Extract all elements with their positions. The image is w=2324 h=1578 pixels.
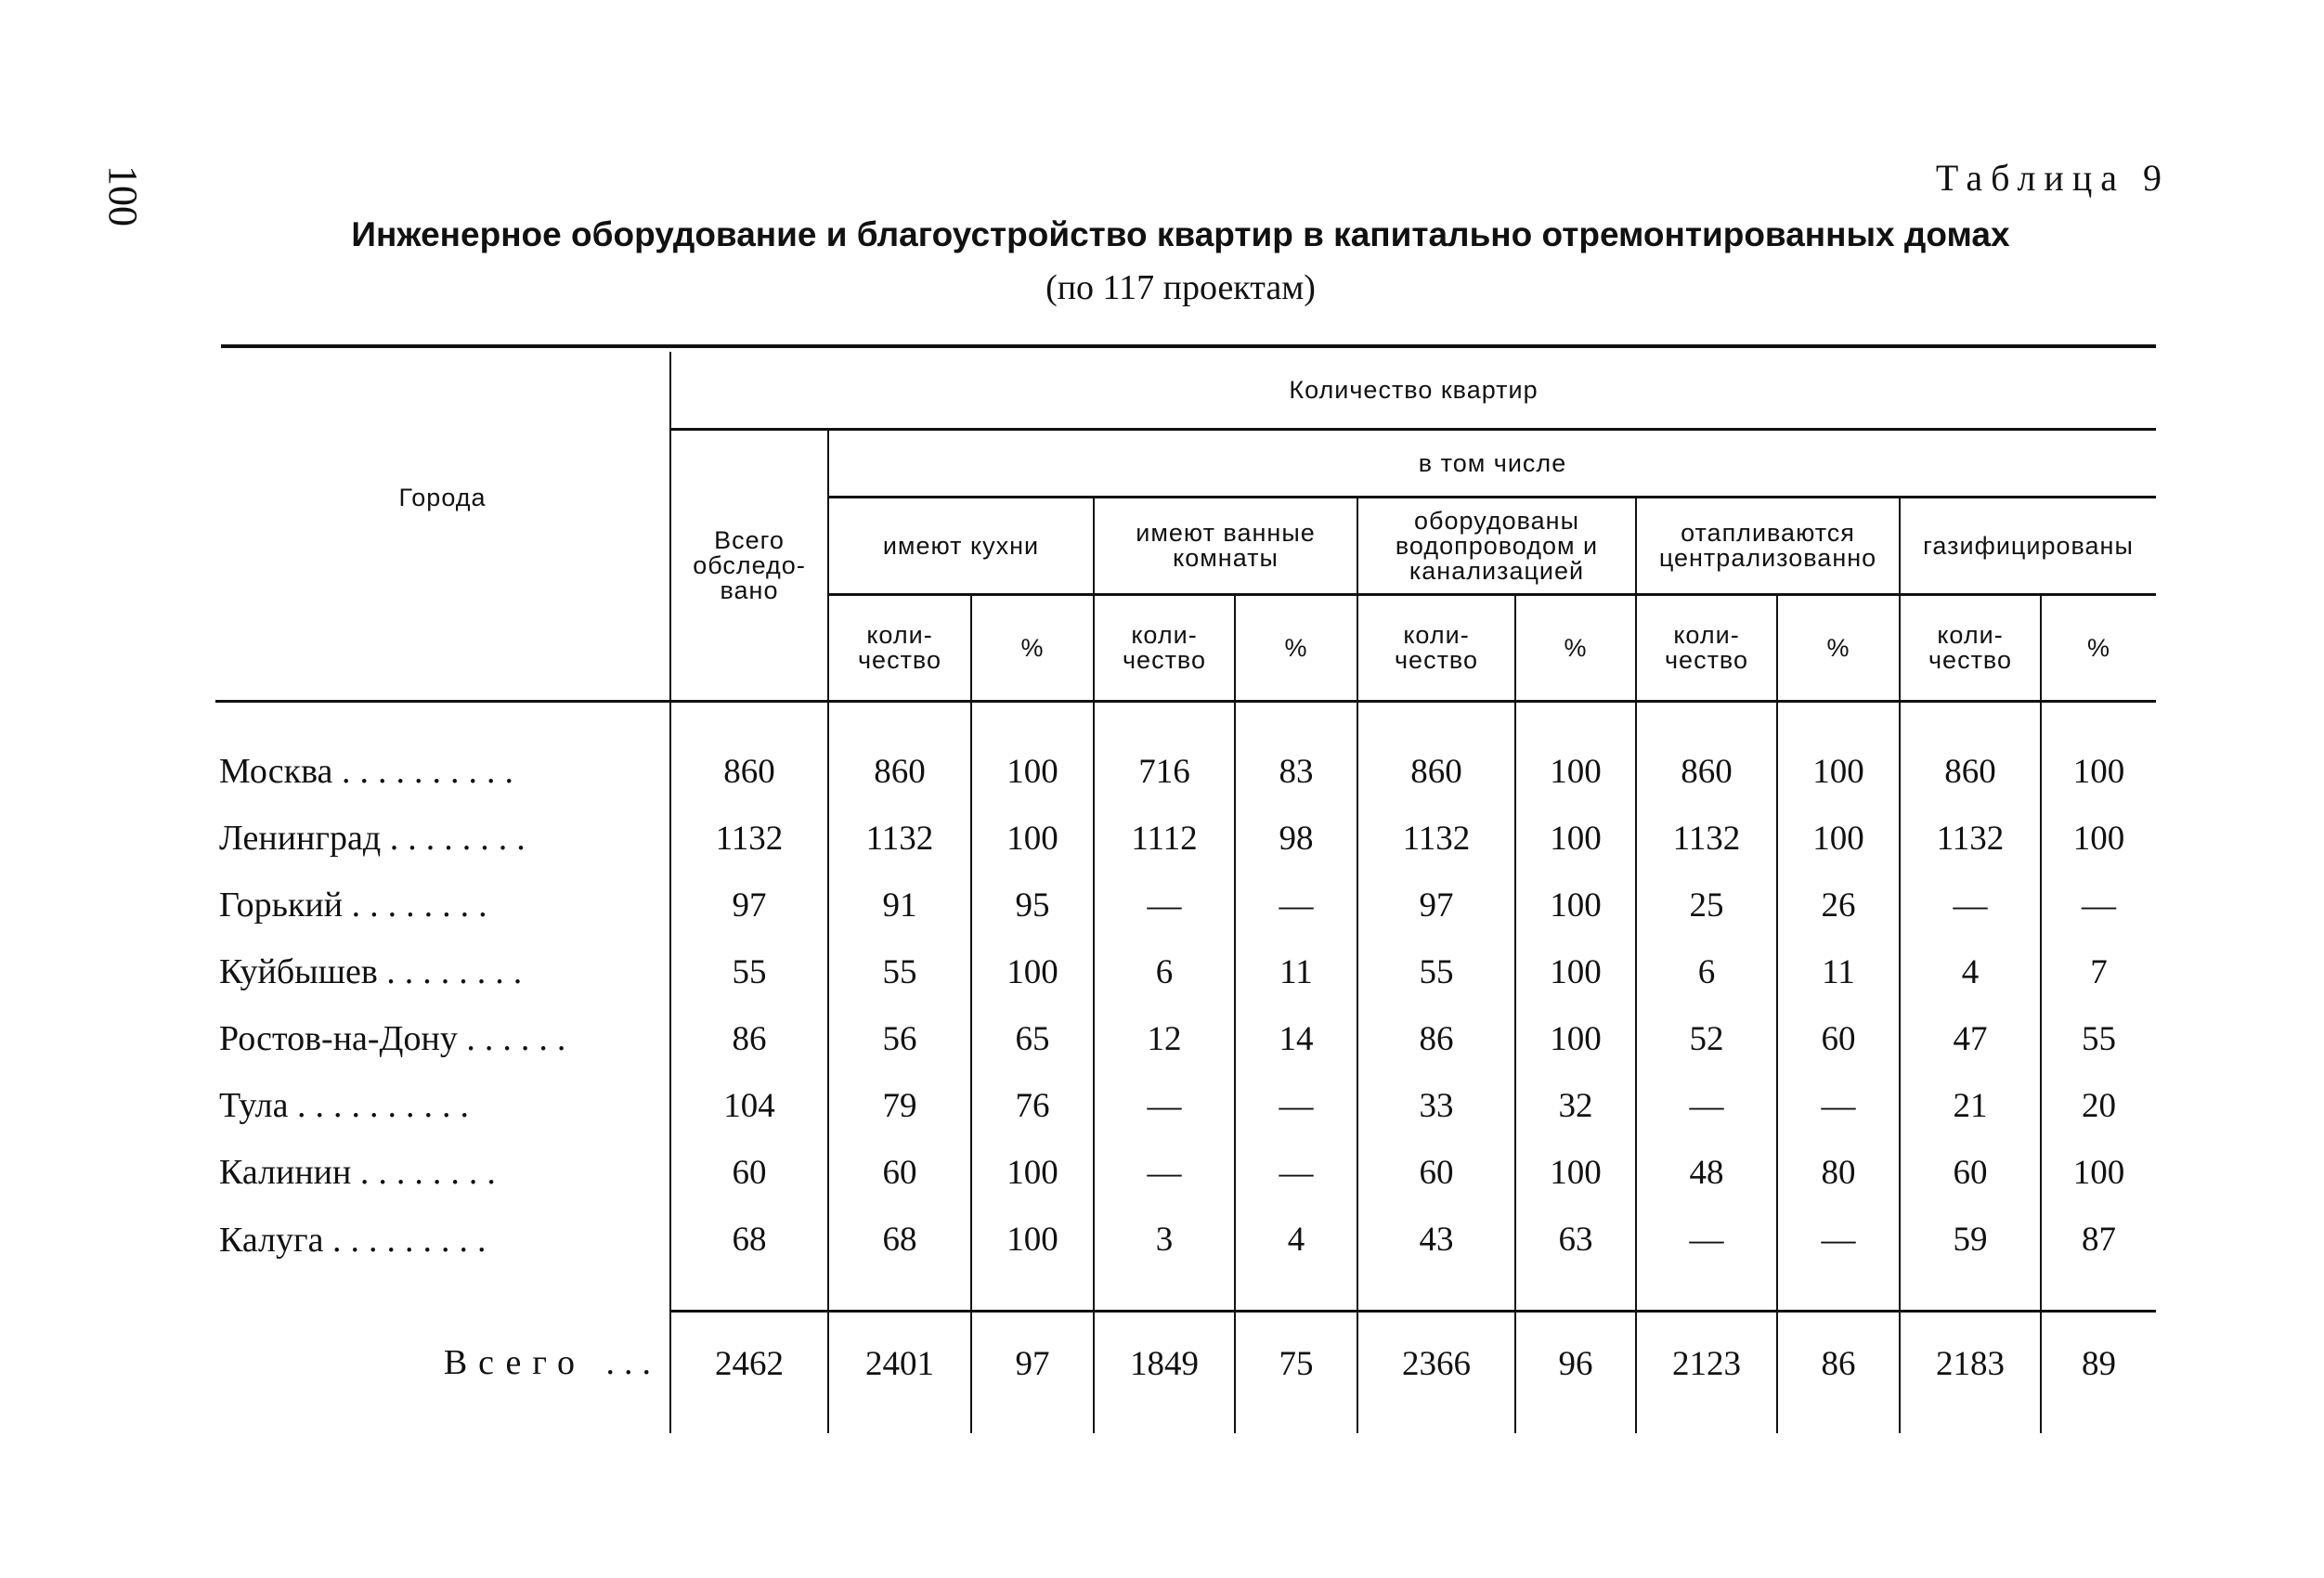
row-city xyxy=(215,938,670,1005)
table-row xyxy=(215,805,2156,872)
cell-count: 860 xyxy=(1636,702,1777,806)
header-including: в том числе xyxy=(828,430,2156,498)
table-number: Таблица 9 xyxy=(1935,157,2170,199)
cell-percent: 32 xyxy=(1515,1072,1636,1139)
cell-total: 60 xyxy=(670,1139,828,1206)
row-city xyxy=(215,1312,670,1434)
cell-percent: 100 xyxy=(1515,702,1636,806)
cell-count: 1112 xyxy=(1094,805,1235,872)
city-name: Калуга xyxy=(219,1220,324,1260)
cell-percent: 14 xyxy=(1235,1005,1357,1072)
cell-percent: 63 xyxy=(1515,1206,1636,1312)
cell-count: 2401 xyxy=(828,1312,971,1434)
cell-percent: 20 xyxy=(2041,1072,2156,1139)
cell-percent: 11 xyxy=(1235,938,1357,1005)
city-name: Горький xyxy=(219,886,344,925)
cell-percent: 86 xyxy=(1777,1312,1900,1434)
cell-count: 97 xyxy=(1357,872,1515,938)
table-row xyxy=(215,702,2156,806)
cell-total: 104 xyxy=(670,1072,828,1139)
header-group-gas: газифицированы xyxy=(1900,498,2156,595)
cell-count: 6 xyxy=(1636,938,1777,1005)
cell-count: — xyxy=(1094,1072,1235,1139)
header-percent: % xyxy=(971,595,1094,702)
cell-percent: 80 xyxy=(1777,1139,1900,1206)
cell-count: 4 xyxy=(1900,938,2041,1005)
cell-percent: 100 xyxy=(1777,702,1900,806)
header-city: Города xyxy=(215,352,670,702)
leader-dots: .......... xyxy=(341,752,523,791)
city-name: Москва xyxy=(219,752,333,791)
cell-count: — xyxy=(1094,1139,1235,1206)
header-count: коли-чество xyxy=(1900,595,2041,702)
table-row xyxy=(215,1005,2156,1072)
cell-count: 1132 xyxy=(1636,805,1777,872)
cell-count: 2123 xyxy=(1636,1312,1777,1434)
cell-count: — xyxy=(1900,872,2041,938)
table-row xyxy=(215,1139,2156,1206)
city-name: Куйбышев xyxy=(219,952,378,991)
table-row xyxy=(215,1206,2156,1312)
cell-percent: — xyxy=(1235,1072,1357,1139)
cell-count: — xyxy=(1636,1206,1777,1312)
leader-dots: ......... xyxy=(331,1220,496,1260)
page-number: 100 xyxy=(100,165,146,226)
cell-percent: 76 xyxy=(971,1072,1094,1139)
cell-percent: 100 xyxy=(1777,805,1900,872)
leader-dots: ........ xyxy=(359,1153,505,1192)
header-group-plumbing: оборудованы водопроводом и канализацией xyxy=(1357,498,1636,595)
cell-percent: 100 xyxy=(2041,702,2156,806)
cell-total: 97 xyxy=(670,872,828,938)
cell-percent: 100 xyxy=(971,938,1094,1005)
cell-percent: 97 xyxy=(971,1312,1094,1434)
table-row xyxy=(215,1312,2156,1434)
cell-count: — xyxy=(1094,872,1235,938)
cell-percent: 100 xyxy=(1515,1139,1636,1206)
cell-count: 55 xyxy=(1357,938,1515,1005)
cell-count: 21 xyxy=(1900,1072,2041,1139)
data-table xyxy=(215,352,2156,1433)
cell-count: 2183 xyxy=(1900,1312,2041,1434)
cell-count: 12 xyxy=(1094,1005,1235,1072)
header-percent: % xyxy=(1515,595,1636,702)
cell-count: 91 xyxy=(828,872,971,938)
table-row xyxy=(215,1072,2156,1139)
cell-total: 1132 xyxy=(670,805,828,872)
cell-total: 2462 xyxy=(670,1312,828,1434)
row-city xyxy=(215,805,670,872)
cell-count: 1132 xyxy=(1357,805,1515,872)
cell-percent: 100 xyxy=(971,805,1094,872)
cell-percent: 89 xyxy=(2041,1312,2156,1434)
cell-count: 60 xyxy=(1900,1139,2041,1206)
cell-percent: — xyxy=(1235,872,1357,938)
cell-count: 1132 xyxy=(828,805,971,872)
cell-percent: 100 xyxy=(1515,1005,1636,1072)
cell-percent: 83 xyxy=(1235,702,1357,806)
cell-percent: 65 xyxy=(971,1005,1094,1072)
cell-percent: 7 xyxy=(2041,938,2156,1005)
cell-percent: 100 xyxy=(1515,872,1636,938)
cell-total: 86 xyxy=(670,1005,828,1072)
cell-count: 48 xyxy=(1636,1139,1777,1206)
cell-count: 2366 xyxy=(1357,1312,1515,1434)
cell-percent: — xyxy=(1777,1072,1900,1139)
leader-dots: ........ xyxy=(389,819,535,858)
header-total-surveyed: Всего обследо-вано xyxy=(670,430,828,702)
row-city xyxy=(215,702,670,806)
cell-count: 60 xyxy=(1357,1139,1515,1206)
cell-percent: 4 xyxy=(1235,1206,1357,1312)
cell-count: 1132 xyxy=(1900,805,2041,872)
table-row xyxy=(215,938,2156,1005)
cell-percent: 95 xyxy=(971,872,1094,938)
cell-count: 860 xyxy=(1900,702,2041,806)
cell-count: 6 xyxy=(1094,938,1235,1005)
cell-total: 860 xyxy=(670,702,828,806)
leader-dots: ...... xyxy=(466,1019,576,1058)
cell-count: 716 xyxy=(1094,702,1235,806)
header-percent: % xyxy=(2041,595,2156,702)
cell-percent: 100 xyxy=(1515,938,1636,1005)
header-percent: % xyxy=(1777,595,1900,702)
cell-percent: 100 xyxy=(971,702,1094,806)
cell-percent: 100 xyxy=(971,1206,1094,1312)
cell-percent: 96 xyxy=(1515,1312,1636,1434)
leader-dots: ........ xyxy=(386,952,532,991)
cell-percent: 98 xyxy=(1235,805,1357,872)
cell-percent: — xyxy=(1235,1139,1357,1206)
cell-percent: 75 xyxy=(1235,1312,1357,1434)
cell-count: 47 xyxy=(1900,1005,2041,1072)
city-name: Всего xyxy=(443,1343,586,1383)
leader-dots: ........ xyxy=(351,886,497,925)
cell-percent: 87 xyxy=(2041,1206,2156,1312)
header-group-bathroom: имеют ванные комнаты xyxy=(1094,498,1357,595)
row-city xyxy=(215,1206,670,1312)
header-count: коли-чество xyxy=(1636,595,1777,702)
header-count: коли-чество xyxy=(1094,595,1235,702)
cell-percent: 100 xyxy=(2041,1139,2156,1206)
top-rule xyxy=(221,344,2156,348)
cell-percent: 100 xyxy=(971,1139,1094,1206)
city-name: Ростов-на-Дону xyxy=(219,1019,458,1058)
cell-total: 68 xyxy=(670,1206,828,1312)
cell-percent: 100 xyxy=(2041,805,2156,872)
header-apartments: Количество квартир xyxy=(670,352,2156,430)
cell-percent: 11 xyxy=(1777,938,1900,1005)
row-city xyxy=(215,1005,670,1072)
cell-count: 60 xyxy=(828,1139,971,1206)
cell-count: 3 xyxy=(1094,1206,1235,1312)
table-subtitle: (по 117 проектам) xyxy=(1045,268,1316,307)
cell-count: 86 xyxy=(1357,1005,1515,1072)
header-count: коли-чество xyxy=(828,595,971,702)
city-name: Калинин xyxy=(219,1153,352,1192)
header-count: коли-чество xyxy=(1357,595,1515,702)
cell-percent: 60 xyxy=(1777,1005,1900,1072)
cell-count: — xyxy=(1636,1072,1777,1139)
cell-count: 1849 xyxy=(1094,1312,1235,1434)
table-row xyxy=(215,872,2156,938)
cell-total: 55 xyxy=(670,938,828,1005)
cell-count: 25 xyxy=(1636,872,1777,938)
leader-dots: .......... xyxy=(296,1086,478,1125)
header-group-kitchen: имеют кухни xyxy=(828,498,1094,595)
cell-percent: — xyxy=(2041,872,2156,938)
cell-percent: 26 xyxy=(1777,872,1900,938)
cell-percent: 55 xyxy=(2041,1005,2156,1072)
table-title: Инженерное оборудование и благоустройство квартир в капитально отремонтированных домах xyxy=(351,215,2010,253)
city-name: Тула xyxy=(219,1086,289,1125)
cell-percent: — xyxy=(1777,1206,1900,1312)
leader-dots: ... xyxy=(605,1343,660,1383)
cell-count: 860 xyxy=(828,702,971,806)
cell-count: 59 xyxy=(1900,1206,2041,1312)
city-name: Ленинград xyxy=(219,819,382,858)
cell-count: 79 xyxy=(828,1072,971,1139)
cell-count: 33 xyxy=(1357,1072,1515,1139)
cell-count: 43 xyxy=(1357,1206,1515,1312)
cell-count: 860 xyxy=(1357,702,1515,806)
cell-percent: 100 xyxy=(1515,805,1636,872)
row-city xyxy=(215,872,670,938)
cell-count: 68 xyxy=(828,1206,971,1312)
cell-count: 55 xyxy=(828,938,971,1005)
row-city xyxy=(215,1139,670,1206)
cell-count: 52 xyxy=(1636,1005,1777,1072)
header-percent: % xyxy=(1235,595,1357,702)
row-city xyxy=(215,1072,670,1139)
table-body xyxy=(215,702,2156,1434)
cell-count: 56 xyxy=(828,1005,971,1072)
header-group-heating: отапливаются централизованно xyxy=(1636,498,1900,595)
